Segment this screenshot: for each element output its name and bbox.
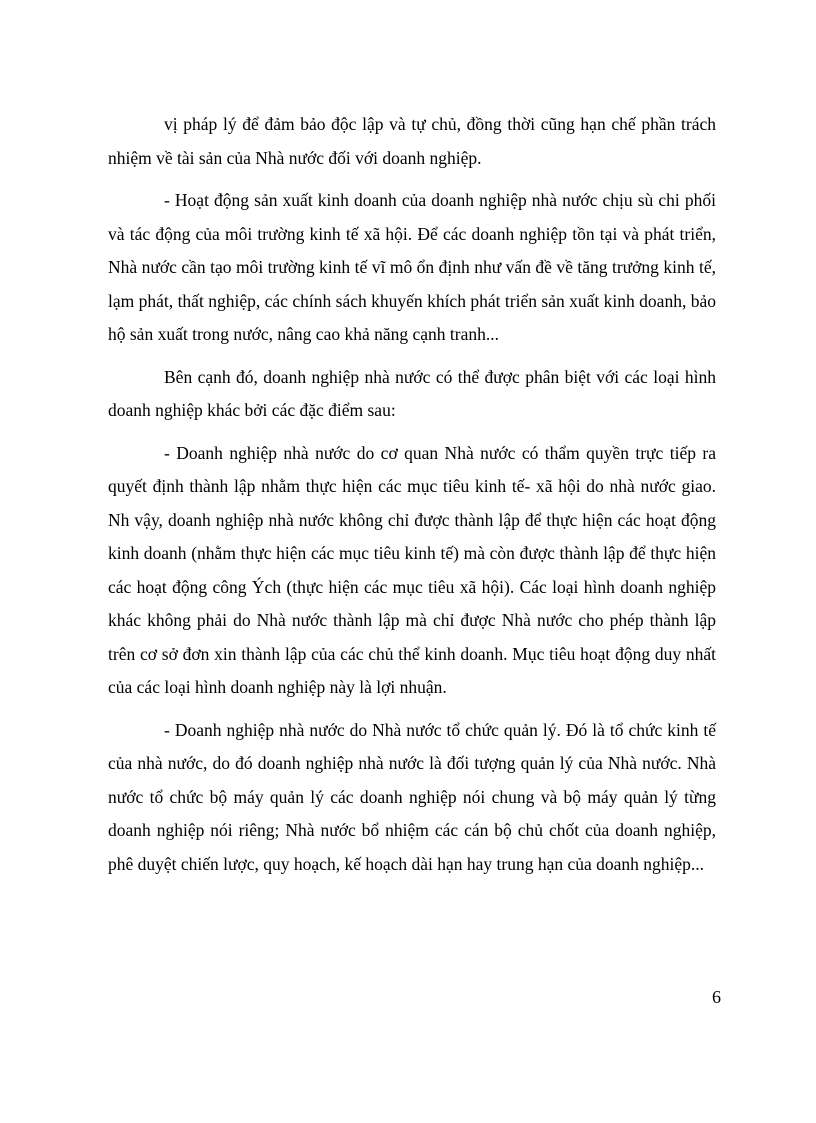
body-text xyxy=(108,108,716,890)
paragraph-managed-by-state: - Doanh nghiệp nhà nước do Nhà nước tổ chức quản lý. Đó là tổ chức kinh tế của nhà nước, do đó doanh nghiệp nhà nước là đối tượng quản lý của Nhà nước. Nhà nước tổ chức bộ máy quản lý các doanh nghiệp nói chung và bộ máy quản lý từng doanh nghiệp nói riêng; Nhà nước bổ nhiệm các cán bộ chủ chốt của doanh nghiệp, phê duyệt chiến lược, quy hoạch, kế hoạch dài hạn hay trung hạn của doanh nghiệp... xyxy=(108,719,716,874)
paragraph-economic-environment: - Hoạt động sản xuất kinh doanh của doanh nghiệp nhà nước chịu sù chi phối và tác động của môi trường kinh tế xã hội. Để các doanh nghiệp tồn tại và phát triển, Nhà nước cần tạo môi trường kinh tế vĩ mô ổn định như vấn đề về tăng trưởng kinh tế, lạm phát, thất nghiệp, các chính sách khuyến khích phát triển sản xuất kinh doanh, bảo hộ sản xuất trong nước, nâng cao khả năng cạnh tranh... xyxy=(108,190,716,344)
paragraph-distinguishing-features: Bên cạnh đó, doanh nghiệp nhà nước có thể được phân biệt với các loại hình doanh nghiệp khác bởi các đặc điểm sau: xyxy=(108,366,716,420)
paragraph-continuation: vị pháp lý để đảm bảo độc lập và tự chủ, đồng thời cũng hạn chế phần trách nhiệm về tài sản của Nhà nước đối với doanh nghiệp. xyxy=(108,114,716,168)
paragraph-established-by-state: - Doanh nghiệp nhà nước do cơ quan Nhà nước có thẩm quyền trực tiếp ra quyết định thành lập nhằm thực hiện các mục tiêu kinh tế- xã hội do nhà nước giao. Nh vậy, doanh nghiệp nhà nước không chỉ được thành lập để thực hiện các hoạt động kinh doanh (nhằm thực hiện các mục tiêu kinh tế) mà còn được thành lập để thực hiện các hoạt động công Ých (thực hiện các mục tiêu xã hội). Các loại hình doanh nghiệp khác không phải do Nhà nước thành lập mà chỉ được Nhà nước cho phép thành lập trên cơ sở đơn xin thành lập của các chủ thể kinh doanh. Mục tiêu hoạt động duy nhất của các loại hình doanh nghiệp này là lợi nhuận. xyxy=(108,442,716,697)
page-number: 6 xyxy=(712,987,721,1007)
